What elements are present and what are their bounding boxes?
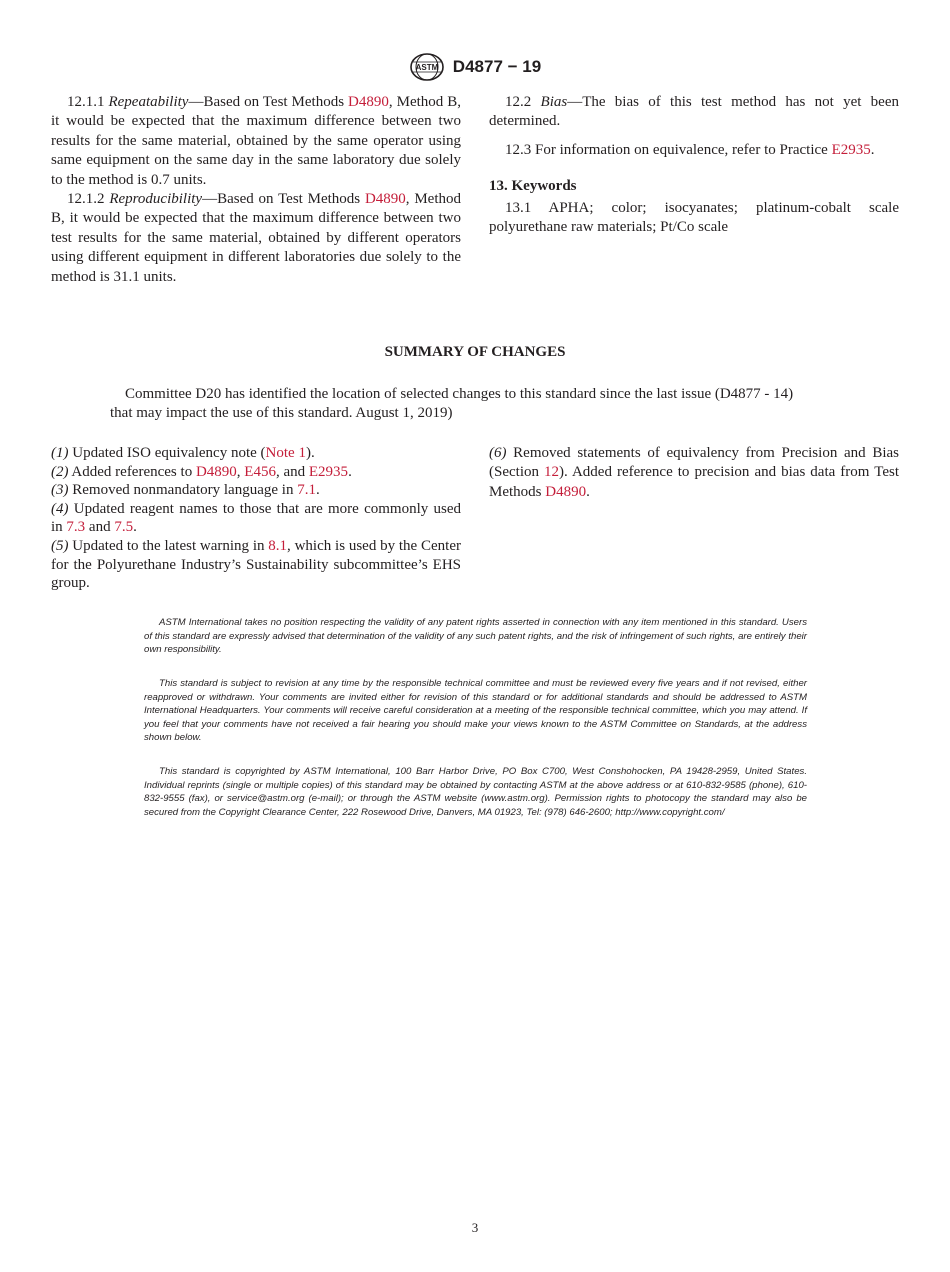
section-heading-keywords: 13. Keywords: [489, 178, 577, 195]
link-7-1[interactable]: 7.1: [297, 482, 316, 499]
logo-text: ASTM: [415, 63, 439, 72]
link-7-5[interactable]: 7.5: [114, 519, 134, 536]
summary-intro-line-2: that may impact the use of this standard. August 1, 2019): [110, 405, 453, 422]
standard-designation: D4877 − 19: [452, 57, 542, 76]
paragraph-12-2: 12.2 Bias—The bias of this test method has not yet been determined.: [489, 94, 899, 130]
link-note-1[interactable]: Note 1: [265, 445, 306, 461]
page-header: [0, 52, 950, 82]
link-e2935[interactable]: E2935: [831, 141, 871, 158]
page-number: 3: [471, 1220, 479, 1235]
change-item: (4) Updated reagent names to those that are more commonly used in 7.3 and 7.5.: [51, 500, 461, 536]
paragraph-13-1: 13.1 APHA; color; isocyanates; platinum-cobalt scale polyurethane raw materials; Pt/Co scale: [489, 199, 899, 236]
change-item: (2) Added references to D4890, E456, and E2935.: [51, 463, 352, 480]
paragraph-12-1-1: 12.1.1 Repeatability—Based on Test Methods D4890, Method B, it would be expected that the maximum difference between two results for the same material, obtained by the same operator using same equipment on the same day in the same laboratory due solely to the method is 0.7 units.: [51, 94, 462, 188]
link-d4890[interactable]: D4890: [545, 483, 587, 500]
link-8-1[interactable]: 8.1: [268, 537, 288, 554]
summary-title: SUMMARY OF CHANGES: [384, 344, 566, 360]
paragraph-12-3: 12.3 For information on equivalence, refer to Practice E2935.: [505, 141, 875, 158]
change-item: (3) Removed nonmandatory language in 7.1.: [51, 482, 320, 499]
right-column: [489, 93, 899, 237]
link-d4890[interactable]: D4890: [348, 94, 389, 110]
left-column: [51, 93, 461, 287]
changes-left-column: [51, 444, 461, 593]
summary-intro-line-1: Committee D20 has identified the location of selected changes to this standard since the last issue (D4877 - 14): [125, 386, 794, 402]
link-e2935[interactable]: E2935: [308, 463, 349, 480]
paragraph-12-1-2: 12.1.2 Reproducibility—Based on Test Methods D4890, Method B, it would be expected that the maximum difference between two test results for the same material, obtained by different operators using different equipment in different laboratories due solely to the method is 31.1 units.: [51, 191, 462, 285]
change-item: (6) Removed statements of equivalency from Precision and Bias (Section 12). Added reference to precision and bias data from Test Methods D4890.: [489, 445, 899, 500]
revision-notice: This standard is subject to revision at any time by the responsible technical committee and must be reviewed every five years and if not revised, either reapproved or withdrawn. Your comments are invited either for revision of this standard or for additional standards and should be addressed to ASTM International Headquarters. Your comments will receive careful consideration at a meeting of the responsible technical committee, which you may attend. If you feel that your comments have not received a fair hearing you should make your views known to the ASTM Committee on Standards, at the address shown below.: [144, 678, 807, 744]
change-item: (5) Updated to the latest warning in 8.1, which is used by the Center for the Polyurethane Industry’s Sustainability subcommittee’s EHS group.: [51, 537, 461, 592]
link-7-3[interactable]: 7.3: [66, 519, 86, 536]
astm-logo-icon: [409, 52, 445, 82]
change-item: (1) Updated ISO equivalency note (Note 1).: [51, 445, 315, 461]
link-d4890[interactable]: D4890: [195, 463, 237, 480]
link-d4890[interactable]: D4890: [364, 191, 406, 208]
patent-notice: ASTM International takes no position respecting the validity of any patent rights asserted in connection with any item mentioned in this standard. Users of this standard are expressly advised that determination of the validity of any such patent rights, and the risk of infringement of such rights, are entirely their own responsibility.: [144, 617, 807, 656]
summary-intro: [110, 385, 840, 424]
changes-right-column: [489, 444, 899, 502]
link-e456[interactable]: E456: [244, 463, 276, 480]
link-section-12[interactable]: 12: [544, 464, 560, 481]
copyright-notice: This standard is copyrighted by ASTM International, 100 Barr Harbor Drive, PO Box C700, West Conshohocken, PA 19428-2959, United States. Individual reprints (single or multiple copies) of this standard may be obtained by contacting ASTM at the above address or at 610-832-9585 (phone), 610-832-9555 (fax), or service@astm.org (e-mail); or through the ASTM website (www.astm.org). Permission rights to photocopy the standard may also be secured from the Copyright Clearance Center, 222 Rosewood Drive, Danvers, MA 01923, Tel: (978) 646-2600; http://www.copyright.com/: [144, 766, 807, 818]
